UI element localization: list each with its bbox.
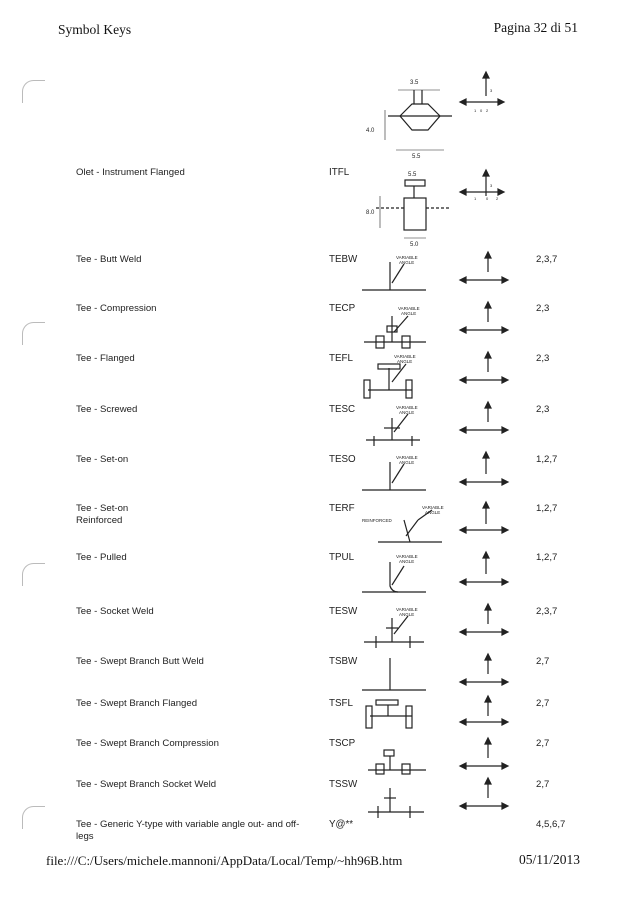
- symbol-name: Tee - Swept Branch Butt Weld: [76, 656, 204, 667]
- variable-angle-label: ANGLE: [399, 460, 415, 465]
- symbol-code: Y@**: [329, 819, 354, 830]
- dim-label: 3.5: [410, 80, 419, 86]
- symbol-notes: 2,3: [536, 303, 550, 314]
- symbol-code: TSCP: [329, 738, 356, 749]
- symbol-notes: 2,7: [536, 698, 550, 709]
- axis-label: 1: [474, 108, 477, 113]
- axis-label: 1: [474, 196, 477, 201]
- table-row: [0, 738, 638, 749]
- variable-angle-label: ANGLE: [399, 260, 415, 265]
- dim-label: 8.0: [366, 210, 375, 216]
- symbol-notes: 1,2,7: [536, 503, 558, 514]
- symbol-code: TSFL: [329, 698, 353, 709]
- axis-label: 2: [496, 196, 499, 201]
- table-row: [0, 819, 638, 842]
- symbol-name: Tee - Set-on Reinforced: [76, 503, 129, 526]
- axis-indicators: [460, 252, 508, 809]
- axis-label: 2: [486, 108, 489, 113]
- dim-label: 5.5: [408, 172, 417, 178]
- axis-label: 0: [480, 108, 483, 113]
- variable-angle-label: VARIABLE: [396, 554, 418, 559]
- reinforced-label: REINFORCED: [362, 518, 392, 523]
- symbol-code: TPUL: [329, 552, 355, 563]
- symbol-code: TESC: [329, 404, 356, 415]
- symbol-code: ITFL: [329, 167, 350, 178]
- symbol-name: Tee - Screwed: [76, 404, 138, 415]
- variable-angle-label: ANGLE: [399, 559, 415, 564]
- symbol-name: Tee - Compression: [76, 303, 157, 314]
- symbol-notes: 2,3,7: [536, 254, 558, 265]
- table-row: [0, 656, 638, 667]
- axis-label: 3: [490, 88, 493, 93]
- symbol-name: Tee - Generic Y-type with variable angle out- and off-legs: [76, 819, 300, 842]
- variable-angle-label: VARIABLE: [396, 255, 418, 260]
- symbol-notes: 2,3: [536, 404, 550, 415]
- dim-label: 5.5: [412, 154, 421, 160]
- page-number: Pagina 32 di 51: [493, 20, 578, 35]
- symbol-name: Tee - Set-on: [76, 454, 129, 465]
- symbol-code: TSBW: [329, 656, 358, 667]
- footer-file-path: file:///C:/Users/michele.mannoni/AppData/Local/Temp/~hh96B.htm: [46, 853, 403, 868]
- variable-angle-label: VARIABLE: [394, 354, 416, 359]
- variable-angle-label: ANGLE: [397, 359, 413, 364]
- symbol-name: Tee - Swept Branch Socket Weld: [76, 779, 217, 790]
- symbol-code: TSSW: [329, 779, 358, 790]
- variable-angle-label: ANGLE: [425, 510, 441, 515]
- page-header-title: Symbol Keys: [58, 22, 132, 37]
- axis-label: 3: [490, 183, 493, 188]
- variable-angle-label: VARIABLE: [396, 455, 418, 460]
- symbol-code: TECP: [329, 303, 356, 314]
- table-row: [0, 698, 638, 709]
- variable-angle-label: ANGLE: [399, 612, 415, 617]
- symbol-notes: 1,2,7: [536, 454, 558, 465]
- variable-angle-label: VARIABLE: [398, 306, 420, 311]
- symbol-notes: 2,3,7: [536, 606, 558, 617]
- symbol-name: Olet - Instrument Flanged: [76, 167, 185, 178]
- axis-label: 0: [486, 196, 489, 201]
- itfl-diagram: [376, 170, 504, 238]
- symbol-notes: 2,7: [536, 656, 550, 667]
- dim-label: 5.0: [410, 242, 419, 248]
- symbol-code: TESO: [329, 454, 356, 465]
- symbol-code: TEBW: [329, 254, 358, 265]
- symbol-notes: 2,7: [536, 738, 550, 749]
- symbol-name: Tee - Flanged: [76, 353, 135, 364]
- symbol-name: Tee - Socket Weld: [76, 606, 154, 617]
- tee-symbols: [362, 262, 442, 818]
- symbol-notes: 2,3: [536, 353, 550, 364]
- symbol-notes: 1,2,7: [536, 552, 558, 563]
- symbol-name: Tee - Swept Branch Flanged: [76, 698, 198, 709]
- variable-angle-label: VARIABLE: [396, 405, 418, 410]
- symbol-code: TEFL: [329, 353, 353, 364]
- symbol-name: Tee - Butt Weld: [76, 254, 142, 265]
- symbol-code: TESW: [329, 606, 358, 617]
- dim-label: 4.0: [366, 128, 375, 134]
- variable-angle-label: VARIABLE: [422, 505, 444, 510]
- variable-angle-label: ANGLE: [399, 410, 415, 415]
- footer-date: 05/11/2013: [518, 852, 580, 867]
- table-row: [0, 779, 638, 790]
- variable-angle-label: ANGLE: [401, 311, 417, 316]
- symbol-notes: 2,7: [536, 779, 550, 790]
- variable-angle-label: VARIABLE: [396, 607, 418, 612]
- symbol-notes: 4,5,6,7: [536, 819, 566, 830]
- symbol-name: Tee - Swept Branch Compression: [76, 738, 219, 749]
- symbol-name: Tee - Pulled: [76, 552, 127, 563]
- symbol-code: TERF: [329, 503, 355, 514]
